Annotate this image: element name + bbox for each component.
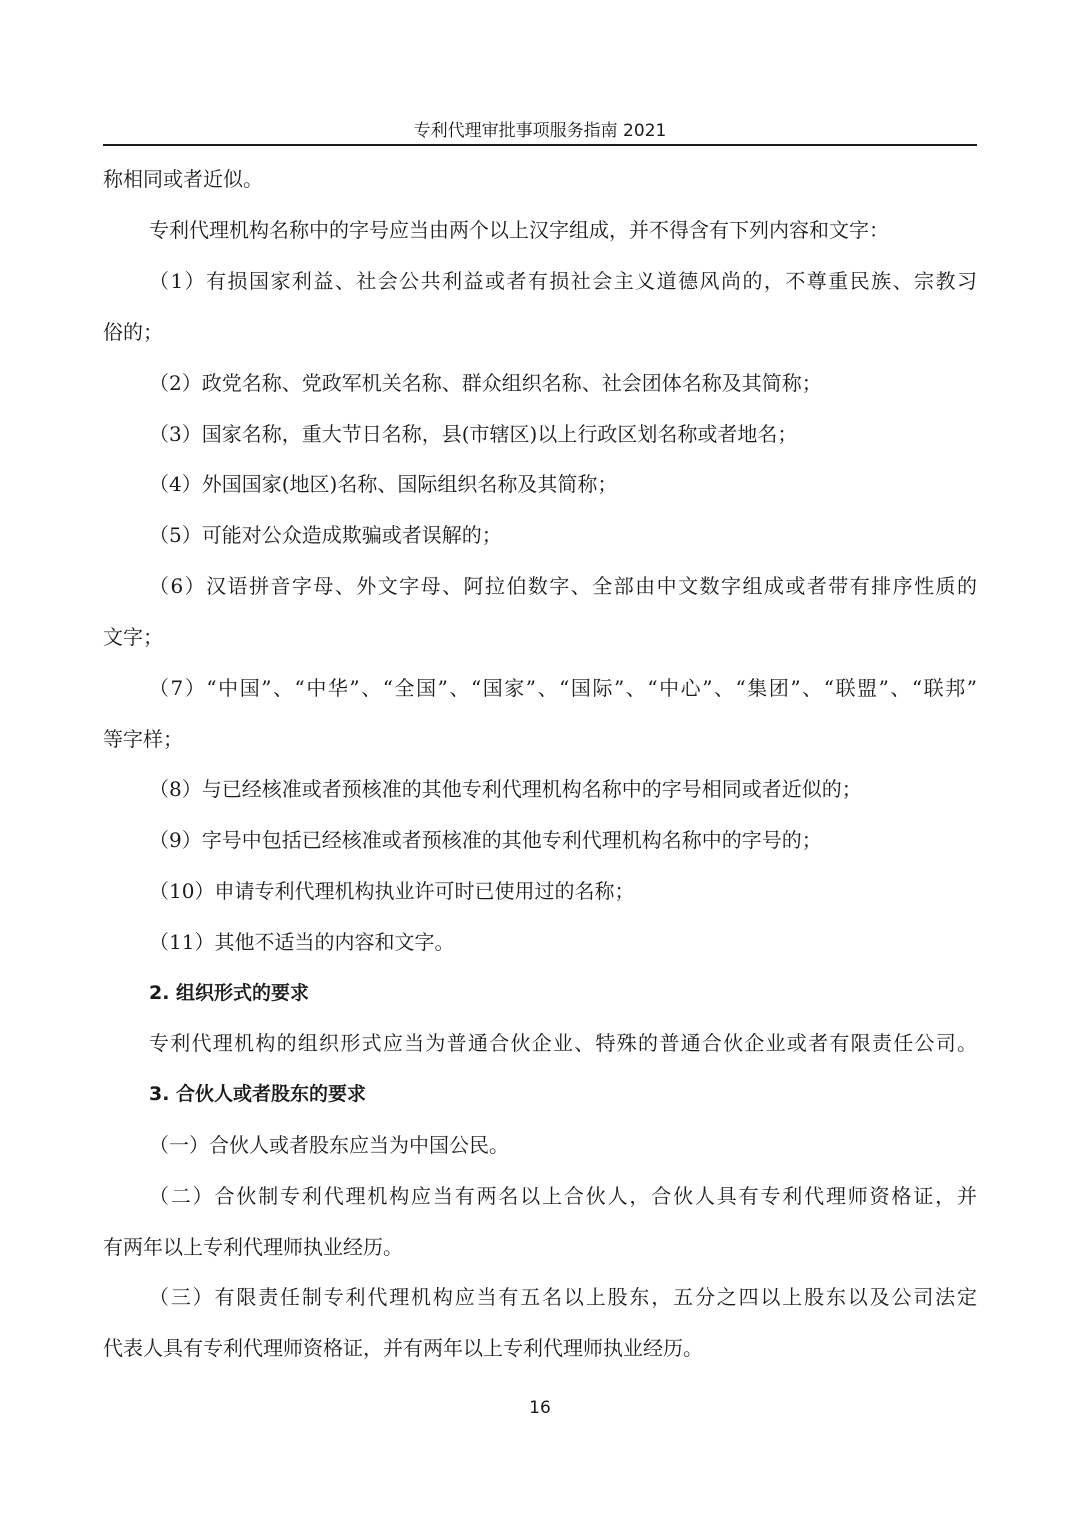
paragraph-line: 专利代理机构的组织形式应当为普通合伙企业、特殊的普通合伙企业或者有限责任公司。 <box>149 1031 977 1055</box>
paragraph-line: 有两年以上专利代理师执业经历。 <box>103 1235 403 1259</box>
list-item: （4）外国国家(地区)名称、国际组织名称及其简称； <box>149 472 618 496</box>
list-item: （一）合伙人或者股东应当为中国公民。 <box>149 1133 509 1157</box>
paragraph-line: 文字； <box>103 625 163 649</box>
list-item: （8）与已经核准或者预核准的其他专利代理机构名称中的字号相同或者近似的； <box>149 777 862 801</box>
list-item: （二）合伙制专利代理机构应当有两名以上合伙人，合伙人具有专利代理师资格证，并 <box>149 1184 977 1208</box>
header-rule <box>103 144 977 146</box>
page-number: 16 <box>529 1398 551 1418</box>
paragraph-line: 等字样； <box>103 727 183 751</box>
list-item: （11）其他不适当的内容和文字。 <box>149 930 455 954</box>
page-header-title: 专利代理审批事项服务指南 2021 <box>413 121 667 141</box>
paragraph-line: 专利代理机构名称中的字号应当由两个以上汉字组成，并不得含有下列内容和文字： <box>149 218 889 242</box>
paragraph-line: 俗的； <box>103 320 163 344</box>
list-item: （6）汉语拼音字母、外文字母、阿拉伯数字、全部由中文数字组成或者带有排序性质的 <box>149 574 977 598</box>
list-item: （3）国家名称，重大节日名称，县(市辖区)以上行政区划名称或者地名； <box>149 422 798 446</box>
paragraph-line: 称相同或者近似。 <box>103 167 263 191</box>
section-heading: 3. 合伙人或者股东的要求 <box>149 1083 367 1105</box>
list-item: （1）有损国家利益、社会公共利益或者有损社会主义道德风尚的，不尊重民族、宗教习 <box>149 269 977 293</box>
list-item: （10）申请专利代理机构执业许可时已使用过的名称； <box>149 879 635 903</box>
list-item: （2）政党名称、党政军机关名称、群众组织名称、社会团体名称及其简称； <box>149 371 822 395</box>
list-item: （三）有限责任制专利代理机构应当有五名以上股东，五分之四以上股东以及公司法定 <box>149 1285 977 1309</box>
list-item: （9）字号中包括已经核准或者预核准的其他专利代理机构名称中的字号的； <box>149 828 822 852</box>
paragraph-line: 代表人具有专利代理师资格证，并有两年以上专利代理师执业经历。 <box>103 1336 703 1360</box>
list-item: （5）可能对公众造成欺骗或者误解的； <box>149 523 502 547</box>
section-heading: 2. 组织形式的要求 <box>149 982 310 1004</box>
list-item: （7）“中国”、“中华”、“全国”、“国家”、“国际”、“中心”、“集团”、“联盟”、“联邦” <box>149 676 977 700</box>
